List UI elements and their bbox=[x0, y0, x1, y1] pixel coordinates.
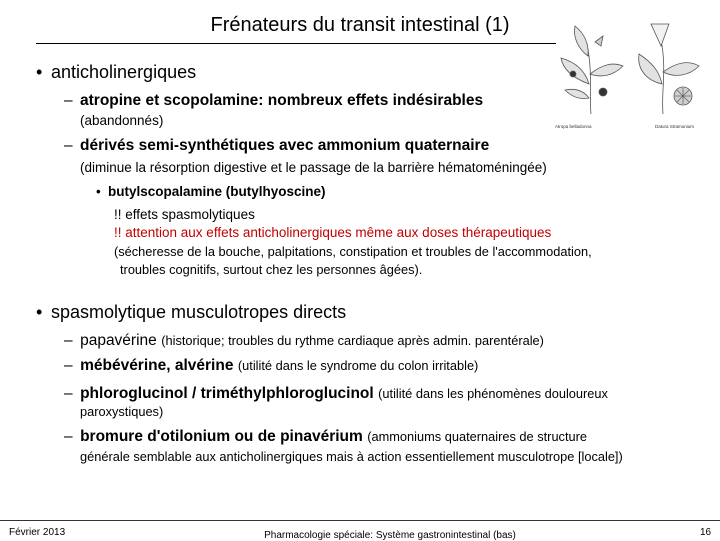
subitem-atropine: atropine et scopolamine: nombreux effets indésirables bbox=[80, 92, 484, 109]
belladonna-leaf bbox=[561, 58, 589, 84]
note-mebeverine: (utilité dans le syndrome du colon irritable) bbox=[237, 358, 479, 373]
belladonna-leaf bbox=[575, 26, 589, 56]
botanical-illustration bbox=[551, 14, 707, 132]
note-otilonium: (ammoniums quaternaires de structure bbox=[367, 429, 588, 444]
subitem-papaverine-row bbox=[64, 332, 544, 350]
datura-flower bbox=[651, 24, 669, 46]
subitem-phloroglucinol: phloroglucinol / triméthylphloroglucinol bbox=[80, 385, 374, 402]
footer-page-number: 16 bbox=[700, 527, 712, 538]
note-abandonnes: (abandonnés) bbox=[80, 113, 164, 128]
belladonna-berry bbox=[570, 71, 576, 77]
note-side-effects-cont: troubles cognitifs, surtout chez les personnes âgées). bbox=[120, 262, 423, 277]
dash: – bbox=[64, 428, 73, 445]
subitem-mebeverine: mébévérine, alvérine bbox=[80, 357, 234, 374]
slide-title: Frénateurs du transit intestinal (1) bbox=[210, 14, 510, 36]
datura-leaf bbox=[639, 54, 662, 84]
note-otilonium-cont: générale semblable aux anticholinergiques mais à action essentiellement musculotrope [locale]) bbox=[80, 449, 623, 464]
image-caption-right: Datura Stramonium bbox=[655, 124, 695, 129]
image-caption-left: Atropa belladonna bbox=[555, 124, 592, 129]
subitem-phloroglucinol-row bbox=[64, 385, 608, 403]
footer-date: Février 2013 bbox=[9, 527, 66, 538]
warning-anticholinergic: !! attention aux effets anticholinergiques même aux doses thérapeutiques bbox=[114, 225, 552, 240]
bullet-spasmolytique: spasmolytique musculotropes directs bbox=[51, 302, 347, 322]
belladonna-flower bbox=[595, 36, 603, 46]
bullet-anticholinergiques: anticholinergiques bbox=[51, 62, 197, 82]
bullet-level3: • bbox=[96, 184, 101, 199]
dash: – bbox=[64, 385, 73, 402]
subitem-otilonium: bromure d'otilonium ou de pinavérium bbox=[80, 428, 363, 445]
dash: – bbox=[64, 137, 73, 154]
note-phloroglucinol-cont: paroxystiques) bbox=[80, 404, 164, 419]
note-phloroglucinol: (utilité dans les phénomènes douloureux bbox=[378, 386, 608, 401]
belladonna-berry bbox=[599, 88, 607, 96]
subitem-derives: dérivés semi-synthétiques avec ammonium quaternaire bbox=[80, 137, 490, 154]
belladonna-leaf bbox=[565, 89, 589, 98]
dash: – bbox=[64, 332, 73, 349]
datura-stem bbox=[661, 40, 664, 114]
note-resorption: (diminue la résorption digestive et le passage de la barrière hématoméningée) bbox=[80, 160, 547, 175]
note-papaverine: (historique; troubles du rythme cardiaque après admin. parentérale) bbox=[161, 333, 544, 348]
title-underline bbox=[36, 43, 556, 44]
subitem-otilonium-row bbox=[64, 428, 587, 446]
datura-leaf bbox=[663, 63, 699, 76]
belladonna-leaf bbox=[590, 64, 623, 76]
subitem-papaverine: papavérine bbox=[80, 332, 157, 349]
subitem-mebeverine-row bbox=[64, 357, 478, 375]
subitem-butylscopalamine: butylscopalamine (butylhyoscine) bbox=[108, 184, 326, 199]
bullet-level1: • bbox=[36, 302, 43, 322]
dash: – bbox=[64, 92, 73, 109]
datura-pod-spines bbox=[675, 88, 691, 104]
bullet-level1: • bbox=[36, 62, 43, 82]
note-side-effects: (sécheresse de la bouche, palpitations, constipation et troubles de l'accommodation, bbox=[114, 244, 592, 259]
note-spasmolytic: !! effets spasmolytiques bbox=[114, 207, 255, 222]
dash: – bbox=[64, 357, 73, 374]
footer-divider bbox=[0, 520, 720, 521]
footer-course-title: Pharmacologie spéciale: Système gastronintestinal (bas) bbox=[264, 530, 516, 541]
